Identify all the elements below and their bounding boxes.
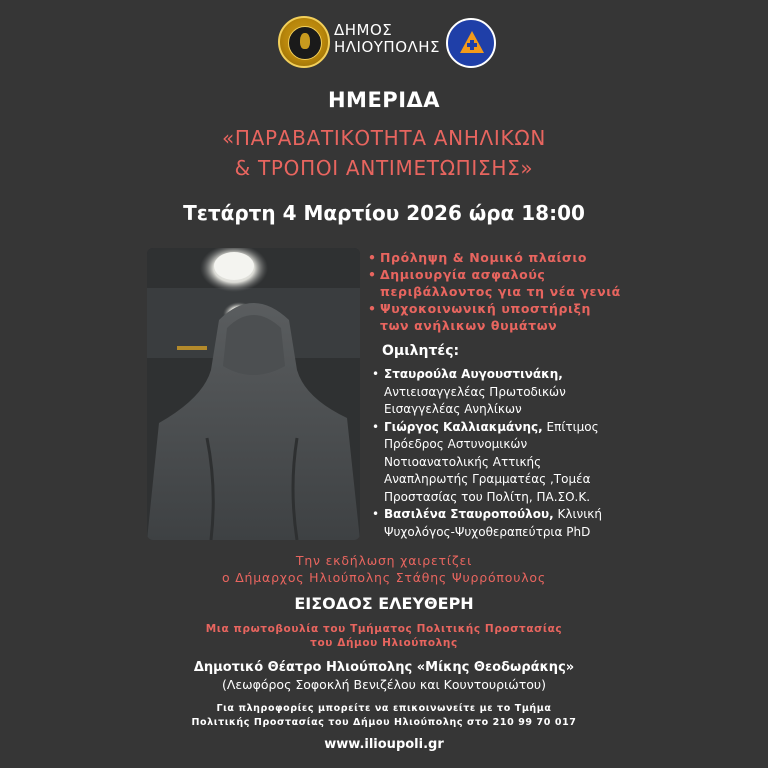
speaker-role: Επίτιμος: [542, 419, 599, 434]
event-title-line1: «ΠΑΡΑΒΑΤΙΚΟΤΗΤΑ ΑΝΗΛΙΚΩΝ: [221, 126, 546, 150]
speaker-item: [372, 366, 612, 384]
speaker-name: Σταυρούλα Αυγουστινάκη,: [384, 367, 563, 381]
speakers-list: [372, 366, 612, 541]
initiative-line1: Μια πρωτοβουλία του Τμήματος Πολιτικής Προστασίας: [205, 623, 563, 635]
bullet-dot-icon: •: [368, 267, 377, 282]
hooded-figure-photo: [147, 248, 360, 540]
topic-item: • Πρόληψη & Νομικό πλαίσιο: [368, 250, 588, 265]
website-link[interactable]: www.ilioupoli.gr: [324, 737, 444, 752]
initiative: [0, 622, 768, 650]
event-type: ΗΜΕΡΙΔΑ: [327, 88, 441, 112]
speaker-role: Αντιεισαγγελέας Πρωτοδικών: [384, 384, 566, 399]
speaker-role: Κλινική: [553, 507, 602, 521]
speaker-role: Νοτιοανατολικής Αττικής: [384, 454, 542, 469]
topic-item: • Ψυχοκοινωνική υποστήριξη: [368, 301, 591, 316]
bullet-dot-icon: •: [372, 367, 380, 381]
speaker-role: Πρόεδρος Αστυνομικών: [384, 437, 528, 451]
speaker-role: Προστασίας του Πολίτη, ΠΑ.ΣΟ.Κ.: [384, 489, 591, 504]
bullet-dot-icon: •: [368, 250, 377, 265]
speaker-role: Εισαγγελέας Ανηλίκων: [384, 402, 522, 416]
initiative-line2: του Δήμου Ηλιούπολης: [310, 637, 458, 649]
contact-info-line2: Πολιτικής Προστασίας του Δήμου Ηλιούπολης στο 210 99 70 017: [191, 717, 577, 728]
municipality-name-line1: ΔΗΜΟΣ: [334, 21, 393, 39]
photo-illustration: [147, 248, 360, 540]
greeting: [0, 552, 768, 586]
topic-item-continuation: περιβάλλοντος για τη νέα γενιά: [380, 284, 621, 299]
topic-item-continuation: των ανήλικων θυμάτων: [380, 318, 558, 333]
speaker-item: [372, 506, 612, 524]
venue-name: Δημοτικό Θέατρο Ηλιούπολης «Μίκης Θεοδωράκης»: [193, 660, 575, 675]
civil-protection-logo-icon: [446, 18, 496, 68]
speaker-role: Αναπληρωτής Γραμματέας ,Τομέα: [384, 472, 591, 486]
speaker-item: [372, 419, 612, 437]
event-title-line2: & ΤΡΟΠΟΙ ΑΝΤΙΜΕΤΩΠΙΣΗΣ»: [234, 156, 534, 180]
topic-item: • Δημιουργία ασφαλούς: [368, 267, 546, 282]
bullet-dot-icon: •: [372, 419, 380, 434]
bullet-dot-icon: •: [368, 301, 377, 316]
greeting-line2: ο Δήμαρχος Ηλιούπολης Στάθης Ψυρρόπουλος: [221, 570, 547, 585]
municipality-seal-icon: [278, 16, 330, 68]
municipality-name: [334, 22, 440, 56]
speaker-role: Ψυχολόγος-Ψυχοθεραπεύτρια PhD: [384, 524, 591, 539]
speaker-name: Βασιλένα Σταυροπούλου,: [384, 507, 554, 521]
speakers-heading: Ομιλητές:: [382, 343, 460, 359]
topics-list: [368, 249, 628, 334]
free-entry: ΕΙΣΟΔΟΣ ΕΛΕΥΘΕΡΗ: [294, 594, 474, 613]
event-datetime: Τετάρτη 4 Μαρτίου 2026 ώρα 18:00: [183, 201, 585, 225]
venue-address: (Λεωφόρος Σοφοκλή Βενιζέλου και Κουντουριώτου): [221, 677, 547, 692]
speaker-name: Γιώργος Καλλιακμάνης,: [384, 419, 543, 434]
municipality-name-line2: ΗΛΙΟΥΠΟΛΗΣ: [334, 38, 441, 56]
contact-info: [0, 702, 768, 730]
event-title: [0, 123, 768, 183]
contact-info-line1: Για πληροφορίες μπορείτε να επικοινωνείτε με το Τμήμα: [216, 703, 552, 714]
greeting-line1: Την εκδήλωση χαιρετίζει: [295, 553, 473, 568]
bullet-dot-icon: •: [372, 507, 380, 521]
